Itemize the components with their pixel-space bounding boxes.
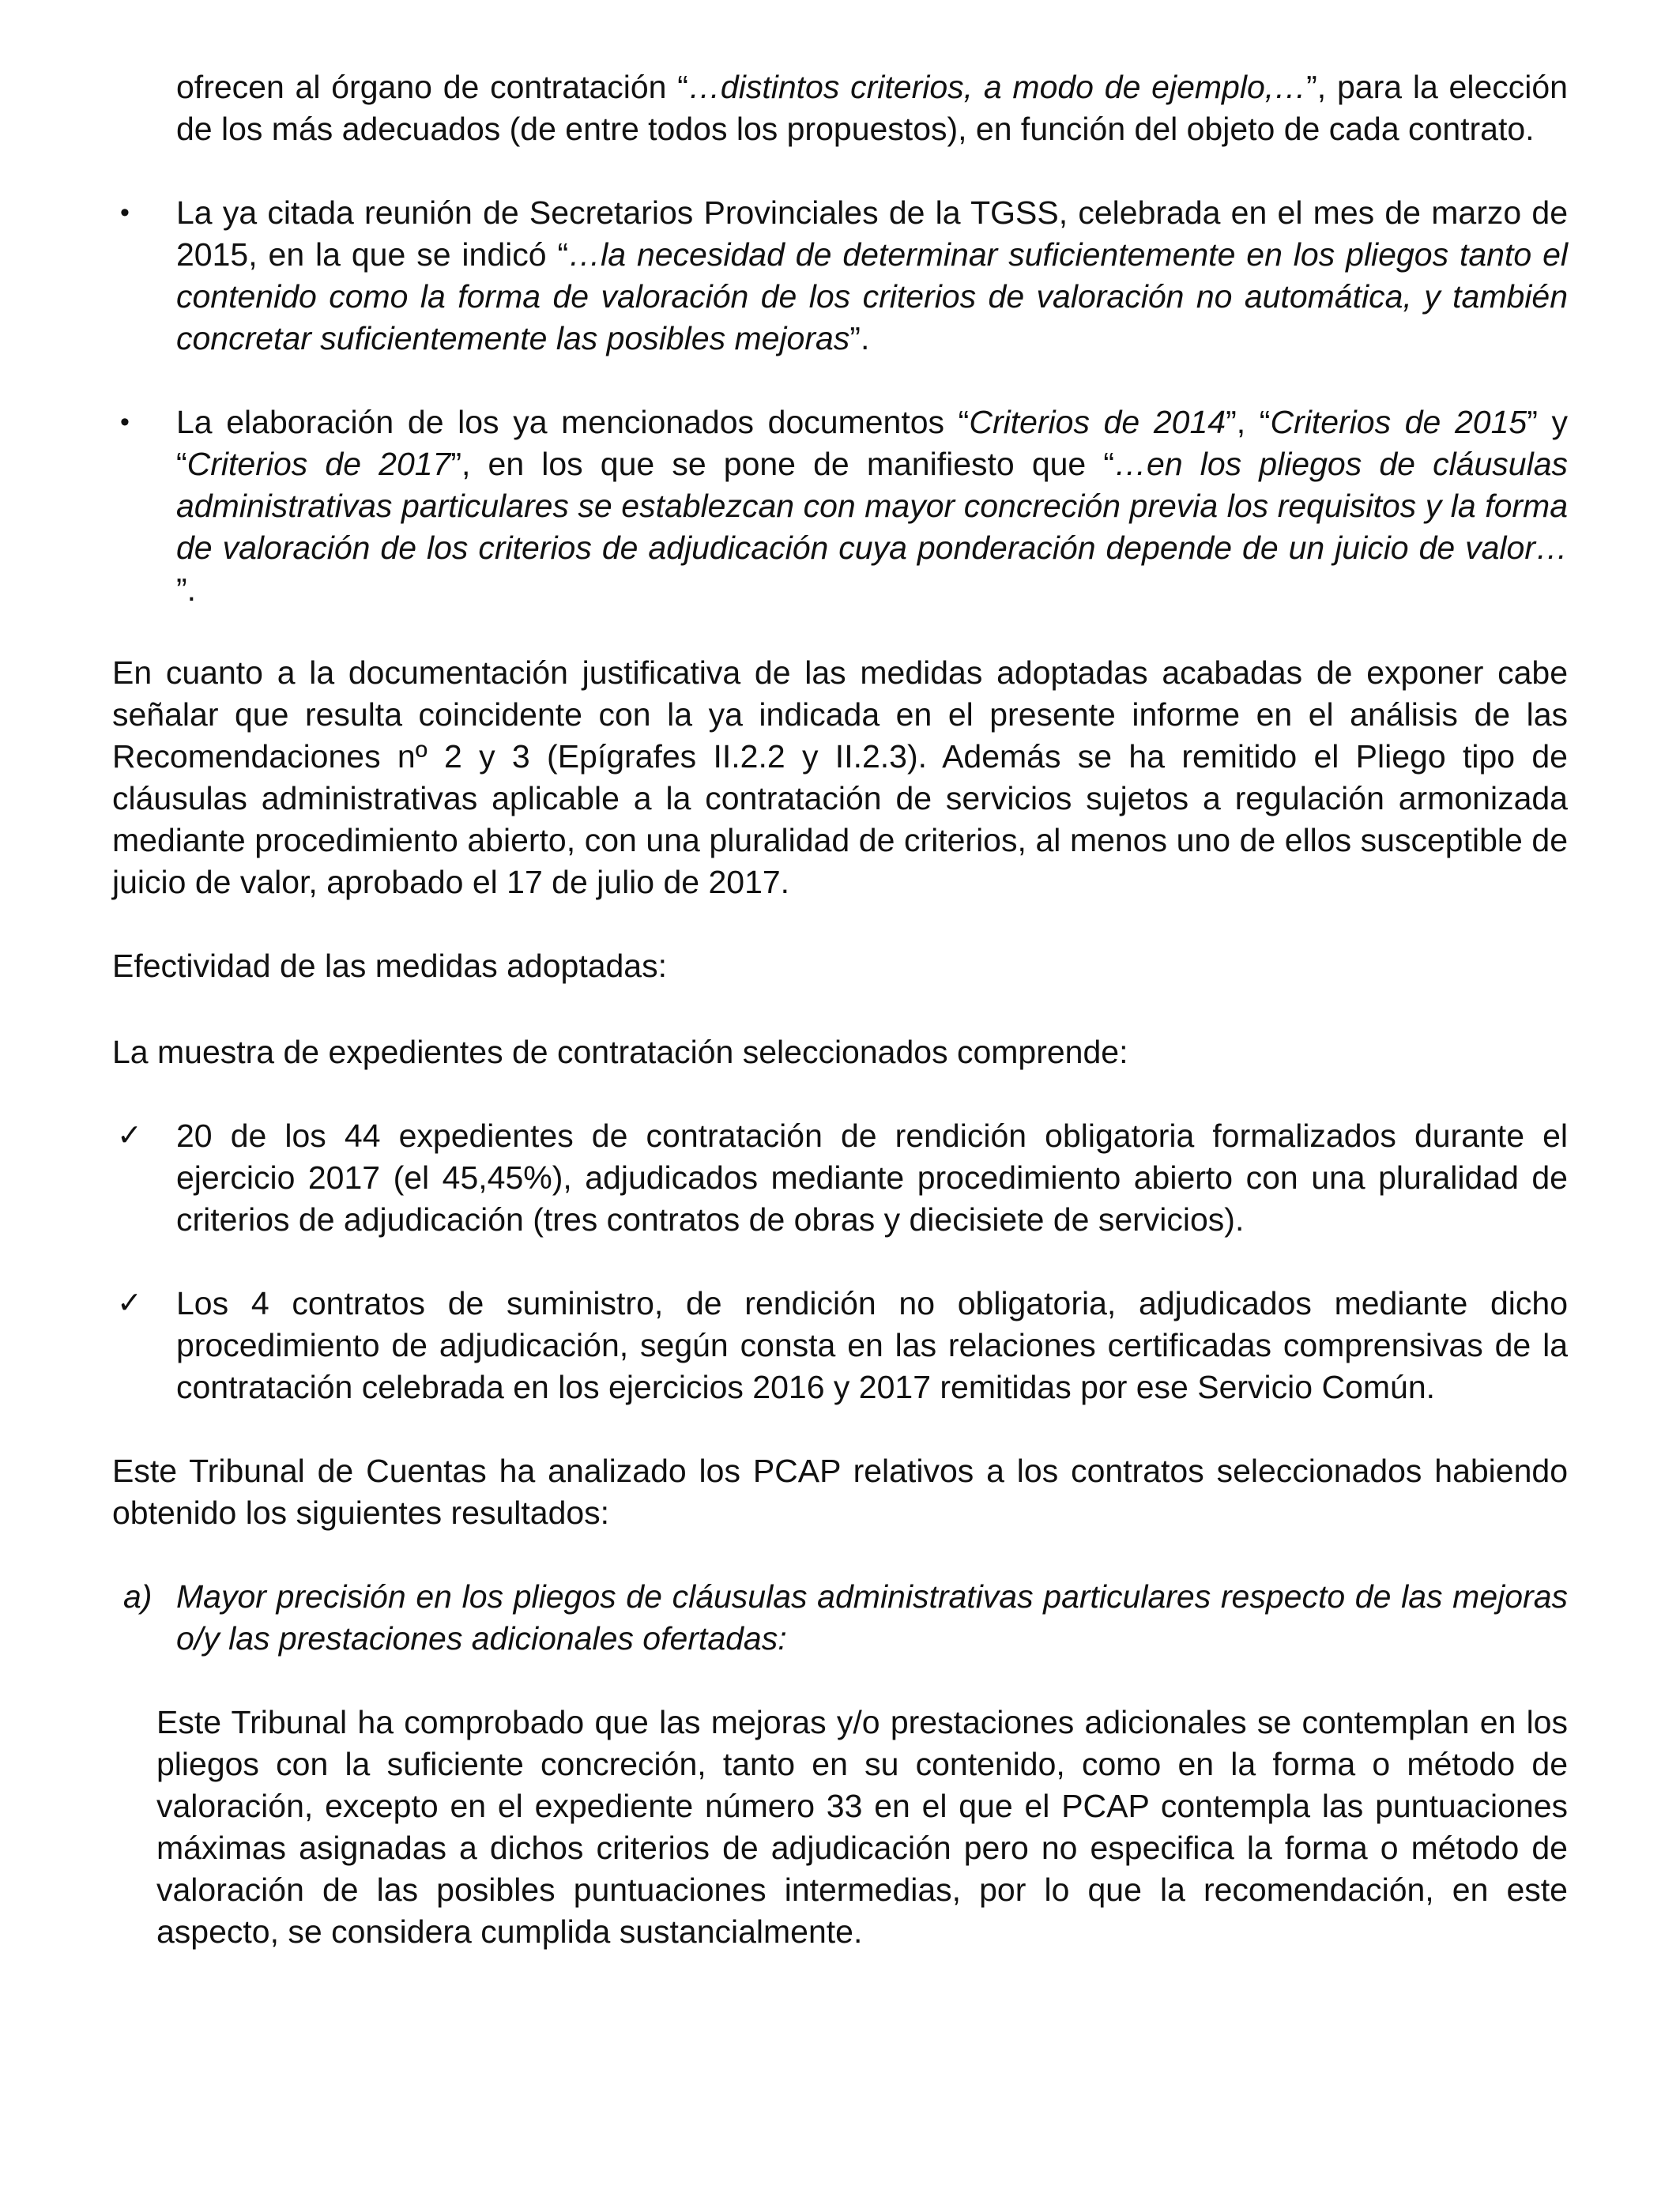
bullet-icon: •	[120, 407, 130, 437]
intro-quote: …distintos criterios, a modo de ejemplo,…	[687, 69, 1307, 105]
list-item-a	[112, 1576, 1568, 1660]
document-page	[112, 66, 1568, 1953]
bullet-text: La elaboración de los ya mencionados documentos “Criterios de 2014”, “Criterios de 2015” y “Criterios de 2017”, en los que se pone de manifiesto que “…en los pliegos de cláusulas administrativas particulares se establezcan con mayor concreción previa los requisitos y la forma de valoración de los criterios de adjudicación cuya ponderación depende de un juicio de valor… ”.	[176, 404, 1569, 608]
item-a-heading: Mayor precisión en los pliegos de cláusulas administrativas particulares respecto de las mejoras o/y las prestaciones adicionales ofertadas:	[176, 1578, 1568, 1657]
check-item-expedientes	[112, 1115, 1568, 1241]
bullet-item-criterios	[112, 401, 1568, 611]
intro-text-end: ”, para la elección de los más adecuados (de entre todos los propuestos), en función del objeto de cada contrato.	[176, 69, 1568, 147]
final-paragraph: Este Tribunal ha comprobado que las mejoras y/o prestaciones adicionales se contemplan en los pliegos con la suficiente concreción, tanto en su contenido, como en la forma o método de valoración, excepto en el expediente número 33 en el que el PCAP contempla las puntuaciones máximas asignadas a dichos criterios de adjudicación pero no especifica la forma o método de valoración de las posibles puntuaciones intermedias, por lo que la recomendación, en este aspecto, se considera cumplida sustancialmente.	[156, 1704, 1568, 1950]
check-text: 20 de los 44 expedientes de contratación de rendición obligatoria formalizados durante el ejercicio 2017 (el 45,45%), adjudicados mediante procedimiento abierto con una pluralidad de criterios de adjudicación (tres contratos de obras y diecisiete de servicios).	[176, 1118, 1568, 1238]
intro-text: ofrecen al órgano de contratación “	[176, 69, 688, 105]
documentacion-paragraph: En cuanto a la documentación justificativa de las medidas adoptadas acabadas de exponer cabe señalar que resulta coincidente con la ya indicada en el presente informe en el análisis de las Recomendaciones nº 2 y 3 (Epígrafes II.2.2 y II.2.3). Además se ha remitido el Pliego tipo de cláusulas administrativas aplicable a la contratación de servicios sujetos a regulación armonizada mediante procedimiento abierto, con una pluralidad de criterios, al menos uno de ellos susceptible de juicio de valor, aprobado el 17 de julio de 2017.	[112, 654, 1568, 900]
tribunal-paragraph: Este Tribunal de Cuentas ha analizado los PCAP relativos a los contratos seleccionados habiendo obtenido los siguientes resultados:	[112, 1453, 1568, 1531]
checkmark-icon: ✓	[117, 1287, 142, 1320]
checkmark-icon: ✓	[117, 1119, 142, 1152]
check-item-suministro	[112, 1283, 1568, 1408]
check-text: Los 4 contratos de suministro, de rendición no obligatoria, adjudicados mediante dicho procedimiento de adjudicación, según consta en las relaciones certificadas comprensivas de la contratación celebrada en los ejercicios 2016 y 2017 remitidas por ese Servicio Común.	[176, 1285, 1568, 1405]
intro-paragraph	[112, 66, 1568, 150]
bullet-quote: …la necesidad de determinar suficientemente en los pliegos tanto el contenido como la forma de valoración de los criterios de valoración no automática, y también concretar suficientemente las posibles mejoras	[176, 236, 1569, 356]
efectividad-heading: Efectividad de las medidas adoptadas:	[112, 948, 668, 984]
bullet-item-reunion	[112, 192, 1568, 360]
muestra-paragraph: La muestra de expedientes de contratación seleccionados comprende:	[112, 1034, 1128, 1070]
list-marker-a: a)	[123, 1578, 153, 1615]
bullet-text: La ya citada reunión de Secretarios Provinciales de la TGSS, celebrada en el mes de marzo de 2015, en la que se indicó “…la necesidad de determinar suficientemente en los pliegos tanto el contenido como la forma de valoración de los criterios de valoración no automática, y también concretar suficientemente las posibles mejoras”.	[176, 194, 1569, 356]
bullet-quote: …en los pliegos de cláusulas administrativas particulares se establezcan con mayor concreción previa los requisitos y la forma de valoración de los criterios de adjudicación cuya ponderación depende de un juicio de valor…	[176, 446, 1568, 566]
bullet-icon: •	[120, 198, 130, 228]
